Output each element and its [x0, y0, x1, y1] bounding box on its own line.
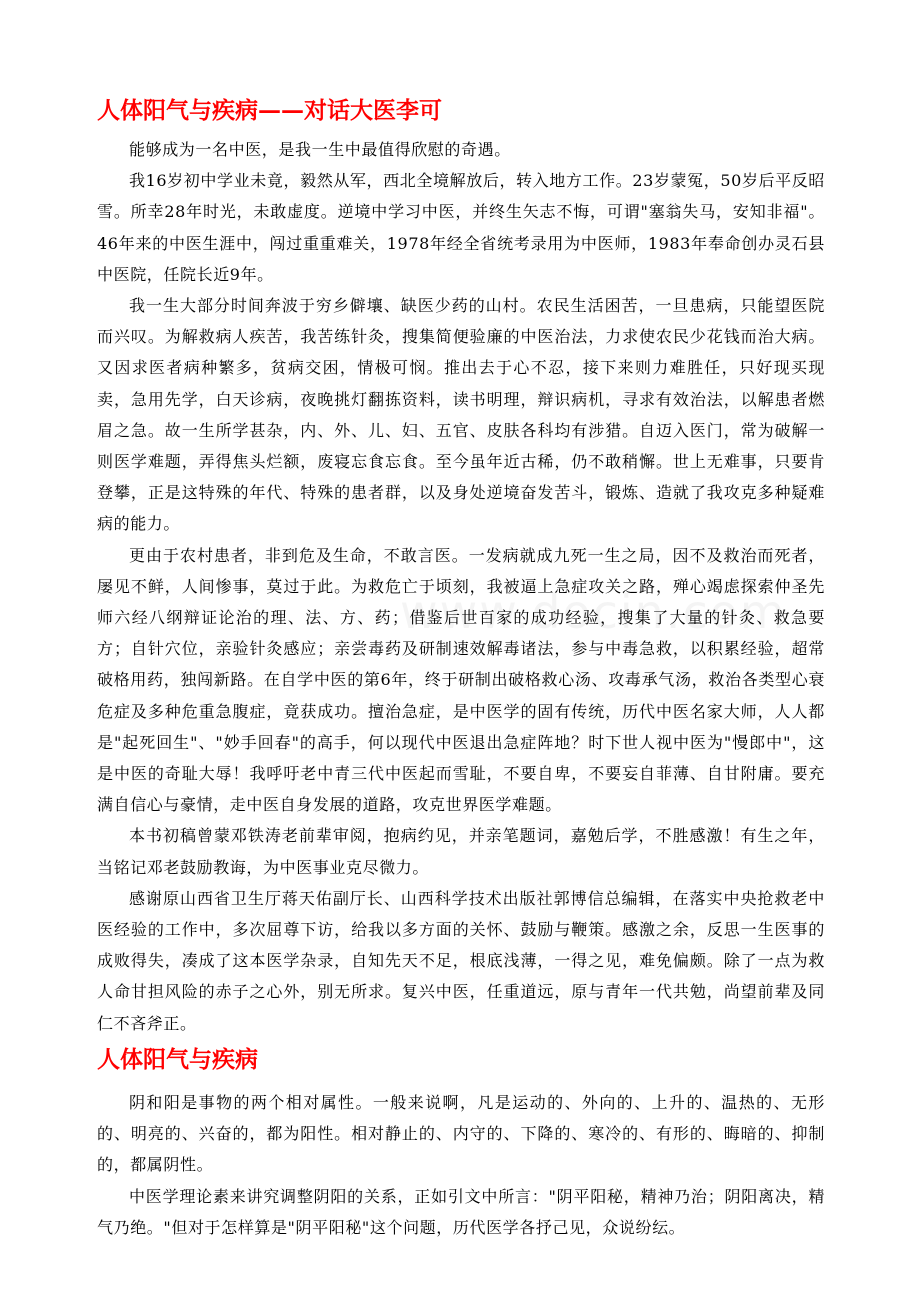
intro-paragraph-1: 能够成为一名中医，是我一生中最值得欣慰的奇遇。 — [129, 140, 511, 159]
intro-paragraph-6: 感谢原山西省卫生厅蒋天佑副厅长、山西科学技术出版社郭博信总编辑，在落实中央抢救老中医经验的工作中，多次屈尊下访，给我以多方面的关怀、鼓励与鞭策。感激之余，反思一生医事的成败得失，凑成了这本医学杂录，自知先天不足，根底浅薄，一得之见，难免偏颇。除了一点为救人命甘担风险的赤子之心外，别无所求。复兴中医，任重道远，原与青年一代共勉，尚望前辈及同仁不吝斧正。 — [97, 888, 825, 1033]
document-content — [97, 94, 825, 1243]
intro-paragraph-2: 我16岁初中学业未竟，毅然从军，西北全境解放后，转入地方工作。23岁蒙冤，50岁后平反昭雪。所幸28年时光，未敢虚度。逆境中学习中医，并终生矢志不悔，可谓"塞翁失马，安知非福"。46年来的中医生涯中，闯过重重难关，1978年经全省统考录用为中医师，1983年奉命创办灵石县中医院，任院长近9年。 — [97, 171, 825, 284]
section-heading: 人体阳气与疾病 — [97, 1045, 258, 1073]
document-title: 人体阳气与疾病——对话大医李可 — [97, 97, 442, 124]
section-paragraph-1: 阴和阳是事物的两个相对属性。一般来说啊，凡是运动的、外向的、上升的、温热的、无形的、明亮的、兴奋的，都为阳性。相对静止的、内守的、下降的、寒冷的、有形的、晦暗的、抑制的，都属阴性。 — [97, 1092, 825, 1175]
intro-paragraph-3: 我一生大部分时间奔波于穷乡僻壤、缺医少药的山村。农民生活困苦，一旦患病，只能望医院而兴叹。为解救病人疾苦，我苦练针灸，搜集简便验廉的中医治法，力求使农民少花钱而治大病。又因求医者病种繁多，贫病交困，情极可悯。推出去于心不忍，接下来则力难胜任，只好现买现卖，急用先学，白天诊病，夜晚挑灯翻拣资料，读书明理，辩识病机，寻求有效治法，以解患者燃眉之急。故一生所学甚杂，内、外、儿、妇、五官、皮肤各科均有涉猎。自迈入医门，常为破解一则医学难题，弄得焦头烂额，废寝忘食忘食。至今虽年近古稀，仍不敢稍懈。世上无难事，只要肯登攀，正是这特殊的年代、特殊的患者群，以及身处逆境奋发苦斗，锻炼、造就了我攻克多种疑难病的能力。 — [97, 296, 825, 534]
section-paragraph-2: 中医学理论素来讲究调整阴阳的关系，正如引文中所言："阴平阳秘，精神乃治；阴阳离决，精气乃绝。"但对于怎样算是"阴平阳秘"这个问题，历代医学各抒己见，众说纷纭。 — [97, 1186, 825, 1237]
intro-paragraph-4: 更由于农村患者，非到危及生命，不敢言医。一发病就成九死一生之局，因不及救治而死者，屡见不鲜，人间惨事，莫过于此。为救危亡于顷刻，我被逼上急症攻关之路，殚心竭虑探索仲圣先师六经八纲辩证论治的理、法、方、药；借鉴后世百家的成功经验，搜集了大量的针灸、救急要方；自针穴位，亲验针灸感应；亲尝毒药及研制速效解毒诸法，参与中毒急救，以积累经验，超常破格用药，独闯新路。在自学中医的第6年，终于研制出破格救心汤、攻毒承气汤，救治各类型心衰危症及多种危重急腹症，竟获成功。擅治急症，是中医学的固有传统，历代中医名家大师，人人都是"起死回生"、"妙手回春"的高手，何以现代中医退出急症阵地？时下世人视中医为"慢郎中"，这是中医的奇耻大辱！我呼吁老中青三代中医起而雪耻，不要自卑，不要妄自菲薄、自甘附庸。要充满自信心与豪情，走中医自身发展的道路，攻克世界医学难题。 — [97, 545, 825, 815]
intro-paragraph-5: 本书初稿曾蒙邓铁涛老前辈审阅，抱病约见，并亲笔题词，嘉勉后学，不胜感激！有生之年，当铭记邓老鼓励教诲，为中医事业克尽微力。 — [97, 826, 825, 877]
